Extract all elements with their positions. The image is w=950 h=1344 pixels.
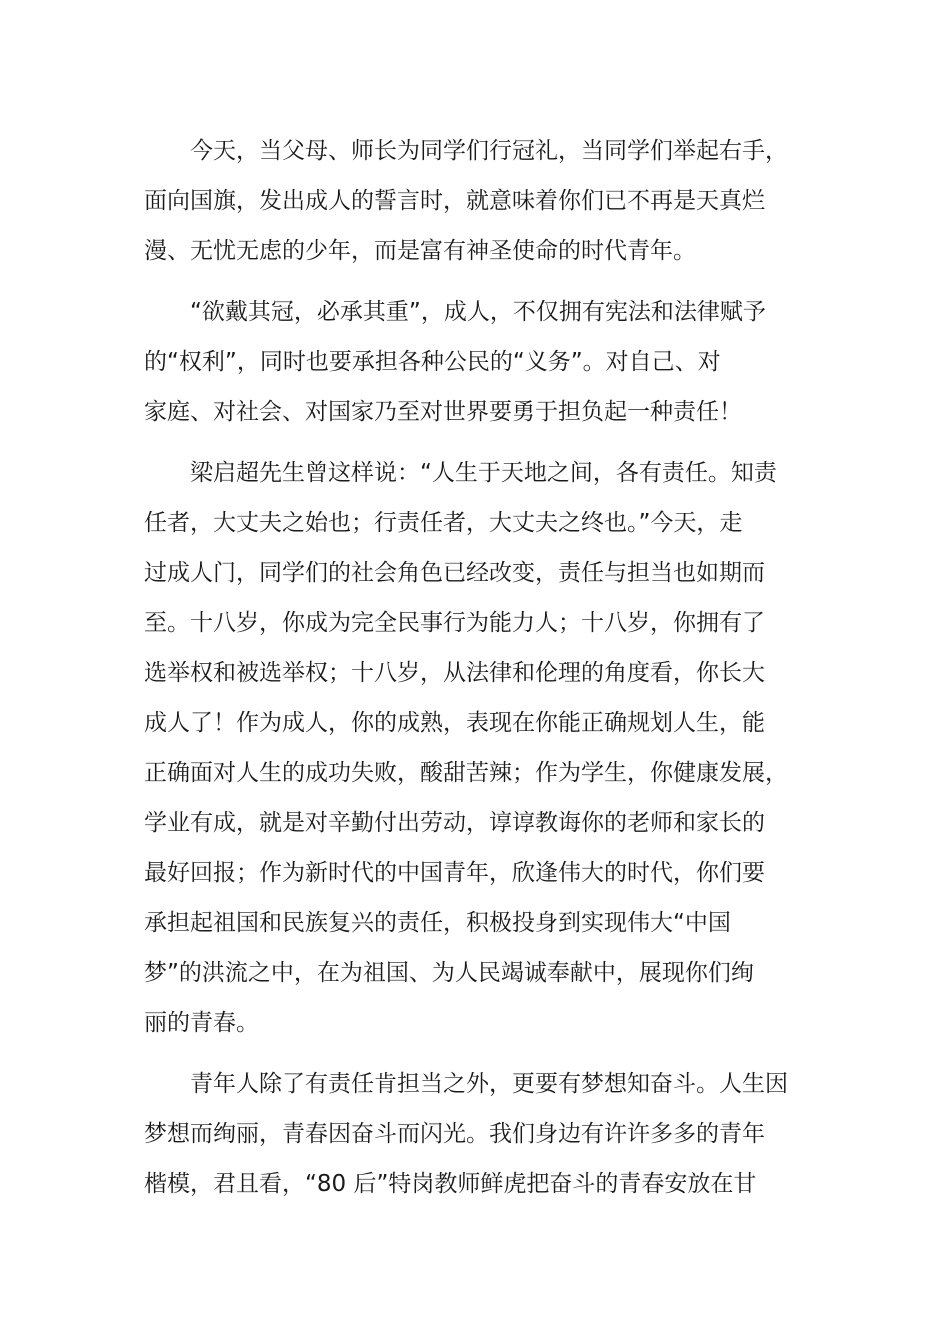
text-line: 家庭、对社会、对国家乃至对世界要勇于担负起一种责任！ — [144, 399, 742, 425]
text-line: 选举权和被选举权；十八岁，从法律和伦理的角度看，你长大 — [144, 660, 765, 686]
paragraph-responsibility — [144, 448, 808, 1048]
paragraph-rights-duties — [144, 287, 808, 437]
text-line: 正确面对人生的成功失败，酸甜苦辣；作为学生，你健康发展， — [144, 760, 788, 786]
text-line: 至。十八岁，你成为完全民事行为能力人；十八岁，你拥有了 — [144, 610, 765, 636]
text-line: 学业有成，就是对辛勤付出劳动，谆谆教诲你的老师和家长的 — [144, 810, 765, 836]
text-line: 青年人除了有责任肯担当之外，更要有梦想知奋斗。人生因 — [144, 1071, 788, 1097]
paragraph-coming-of-age — [144, 126, 808, 276]
text-line: 梦”的洪流之中，在为祖国、为人民竭诚奉献中，展现你们绚 — [144, 960, 754, 986]
text-line: 楷模，君且看，“80 后”特岗教师鲜虎把奋斗的青春安放在甘 — [144, 1171, 757, 1197]
document-body — [144, 126, 808, 1220]
text-line: 漫、无忧无虑的少年，而是富有神圣使命的时代青年。 — [144, 238, 696, 264]
paragraph-dreams-struggle — [144, 1059, 808, 1209]
text-line: 成人了！作为成人，你的成熟，表现在你能正确规划人生，能 — [144, 710, 765, 736]
text-line: 面向国旗，发出成人的誓言时，就意味着你们已不再是天真烂 — [144, 188, 765, 214]
text-line: 梦想而绚丽，青春因奋斗而闪光。我们身边有许许多多的青年 — [144, 1121, 765, 1147]
text-line: “欲戴其冠，必承其重”，成人，不仅拥有宪法和法律赋予 — [144, 299, 766, 325]
text-line: 的“权利”，同时也要承担各种公民的“义务”。对自己、对 — [144, 349, 721, 375]
text-line: 梁启超先生曾这样说：“人生于天地之间，各有责任。知责 — [144, 460, 777, 486]
text-line: 今天，当父母、师长为同学们行冠礼，当同学们举起右手， — [144, 138, 788, 164]
text-line: 承担起祖国和民族复兴的责任，积极投身到实现伟大“中国 — [144, 910, 731, 936]
text-line: 任者，大丈夫之始也；行责任者，大丈夫之终也。”今天，走 — [144, 510, 743, 536]
text-line: 丽的青春。 — [144, 1010, 259, 1036]
text-line: 最好回报；作为新时代的中国青年，欣逢伟大的时代，你们要 — [144, 860, 765, 886]
text-line: 过成人门，同学们的社会角色已经改变，责任与担当也如期而 — [144, 560, 765, 586]
